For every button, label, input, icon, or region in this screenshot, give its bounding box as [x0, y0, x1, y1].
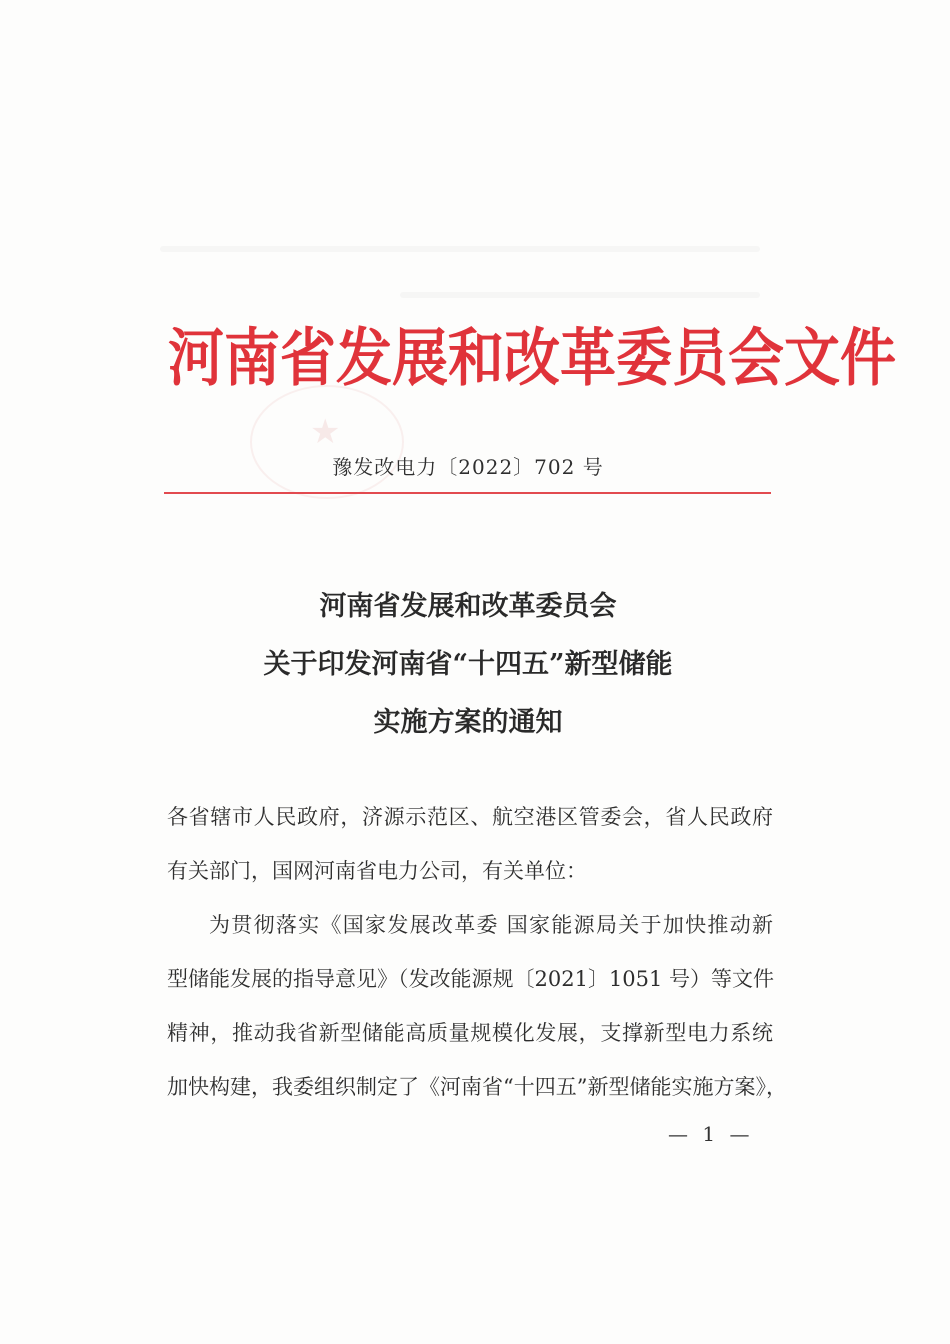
paragraph-line-2: 型储能发展的指导意见》（发改能源规〔2021〕1051 号）等文件: [167, 967, 775, 991]
faded-bleed-through-line: [160, 246, 760, 252]
paragraph-line-1: 为贯彻落实《国家发展改革委 国家能源局关于加快推动新: [209, 913, 773, 937]
document-heading: [165, 578, 771, 752]
heading-line-1: 河南省发展和改革委员会: [319, 591, 617, 622]
star-icon: ★: [310, 412, 341, 452]
document-number: 豫发改电力〔2022〕702 号: [332, 455, 604, 479]
document-body: [167, 790, 787, 1114]
heading-line-2: 关于印发河南省“十四五”新型储能: [263, 649, 673, 680]
addressee-line-1: 各省辖市人民政府，济源示范区、航空港区管委会，省人民政府: [167, 805, 773, 829]
paragraph-line-3: 精神，推动我省新型储能高质量规模化发展，支撑新型电力系统: [167, 1021, 773, 1045]
issuing-authority-title: 河南省发展和改革委员会文件: [168, 321, 896, 395]
addressee-line-2: 有关部门，国网河南省电力公司，有关单位：: [167, 859, 587, 883]
faded-bleed-through-line: [400, 292, 760, 298]
heading-line-3: 实施方案的通知: [373, 707, 563, 738]
red-separator-line: [164, 492, 771, 494]
page-number: — 1 —: [668, 1122, 754, 1146]
paragraph-line-4: 加快构建，我委组织制定了《河南省“十四五”新型储能实施方案》，: [167, 1075, 787, 1099]
